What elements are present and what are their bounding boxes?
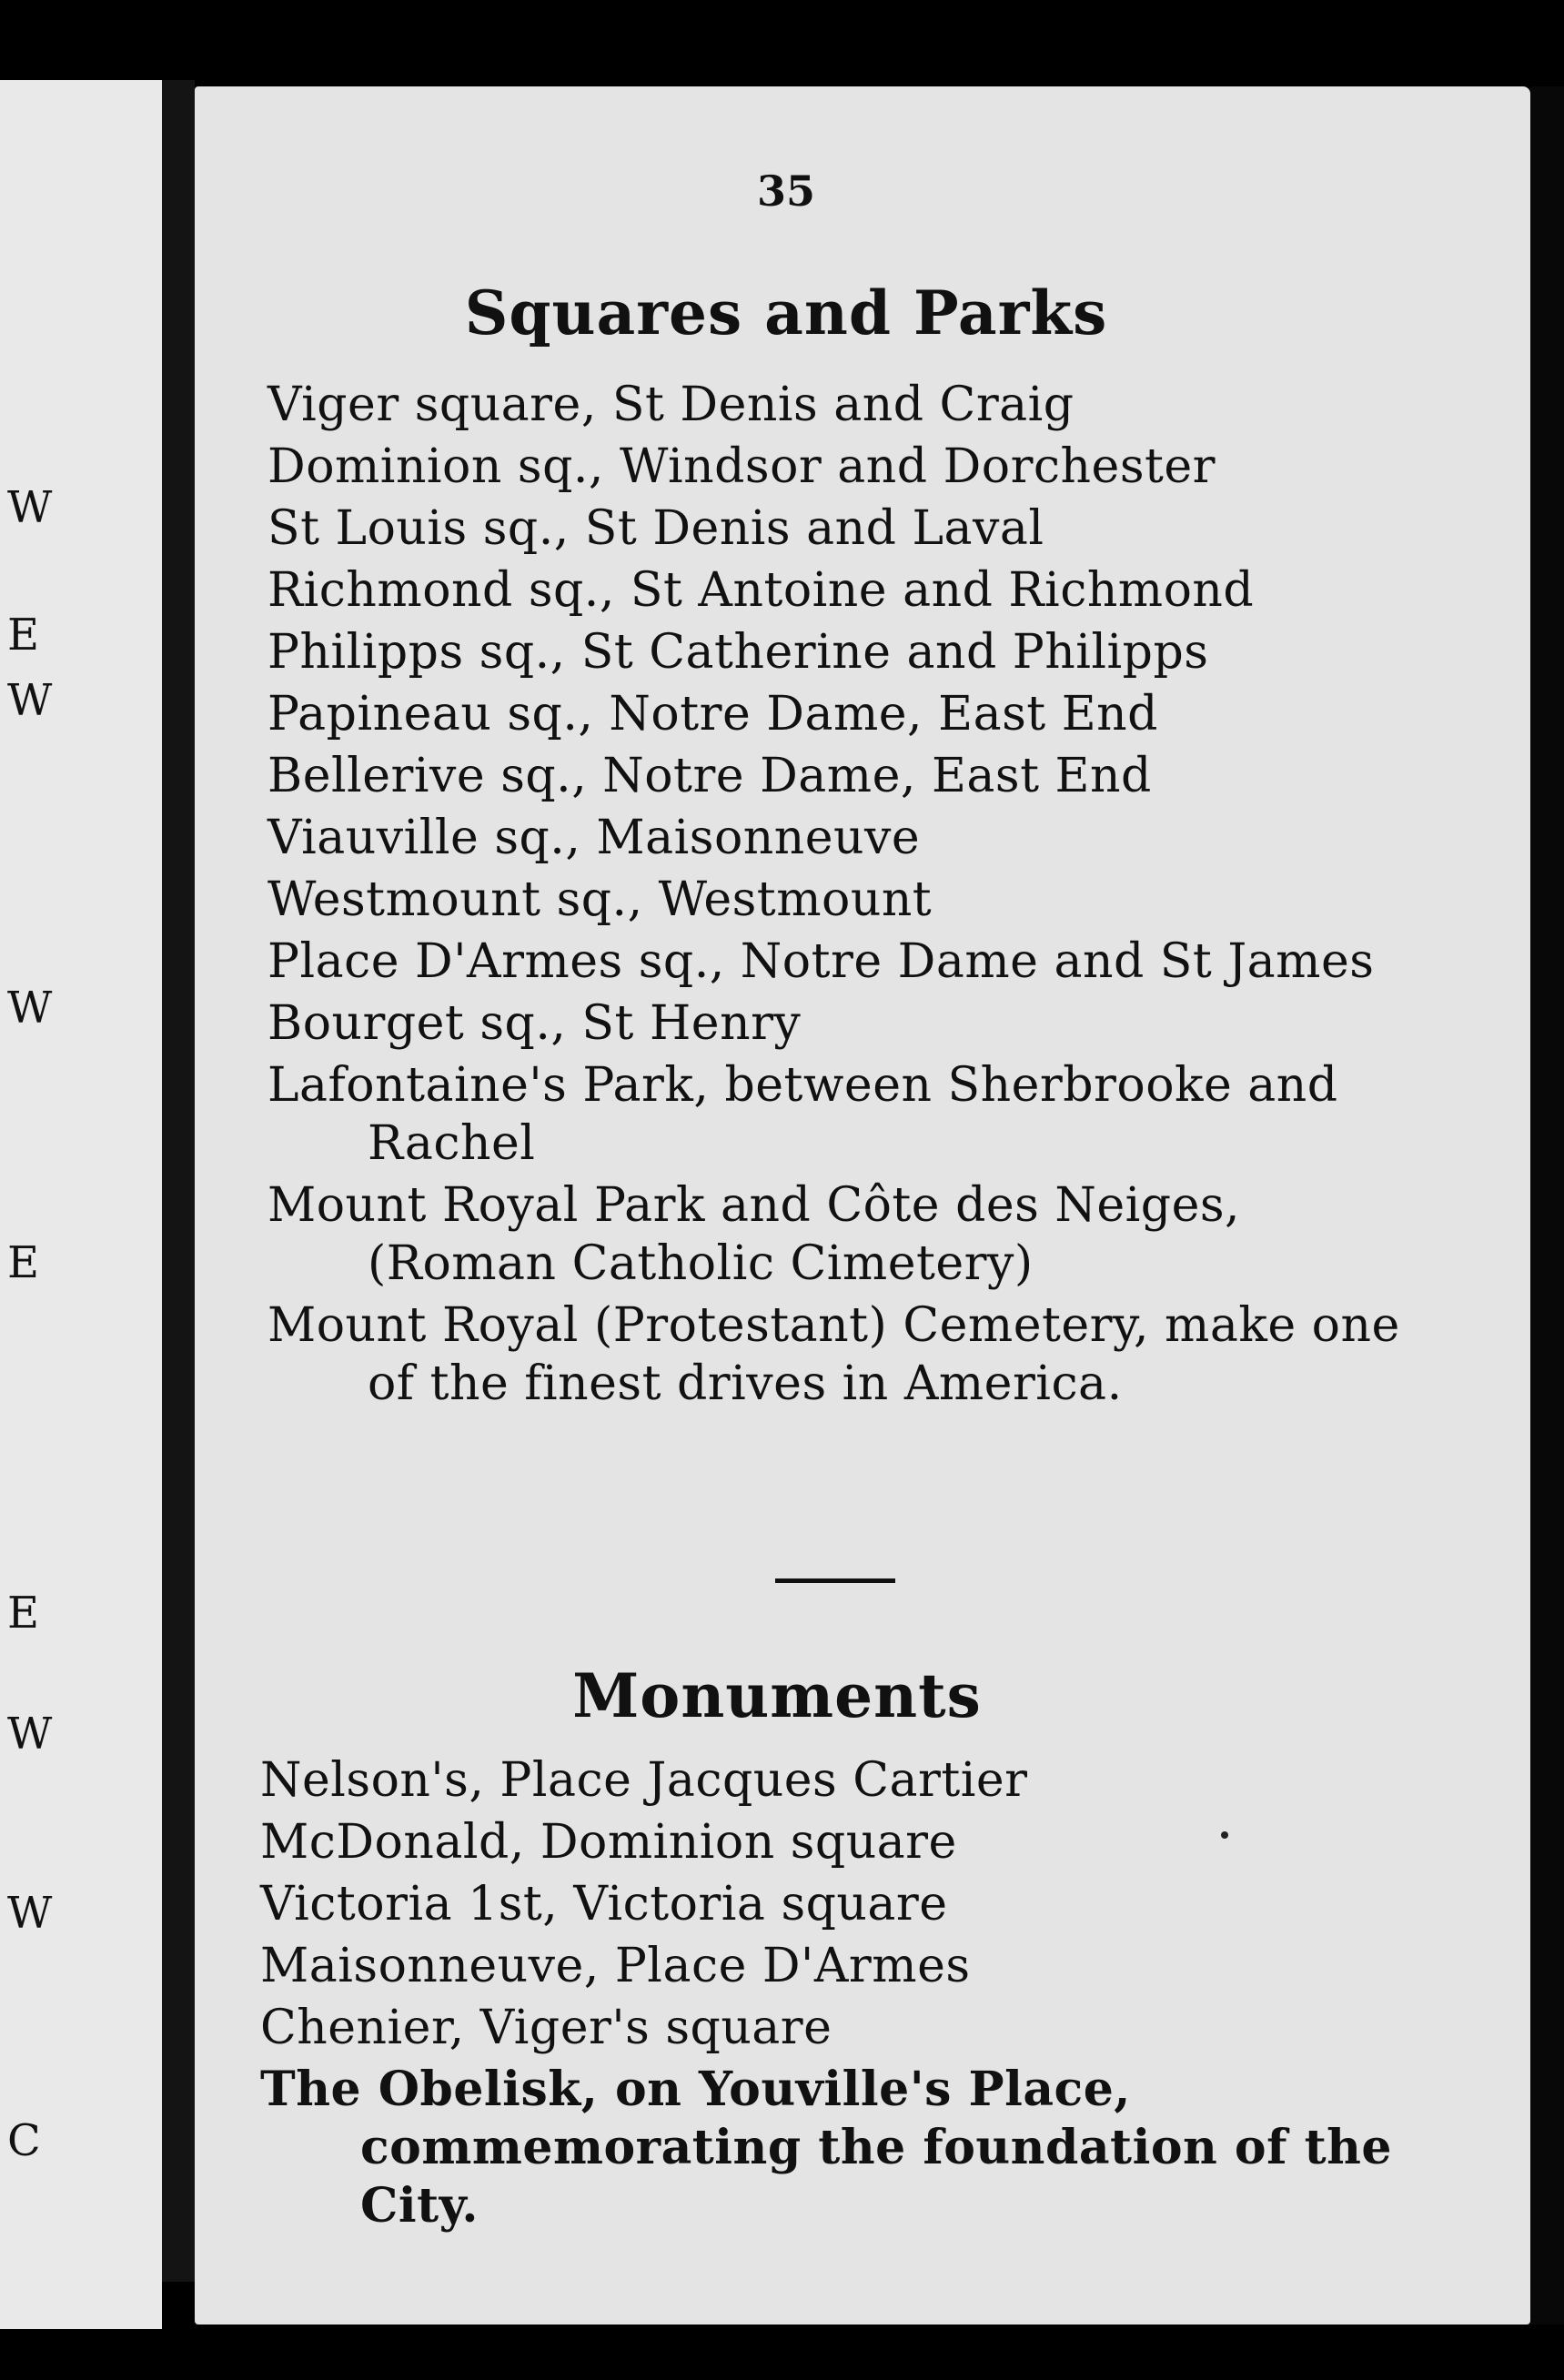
list-item: Nelson's, Place Jacques Cartier bbox=[260, 1753, 1028, 1808]
list-item: Chenier, Viger's square bbox=[260, 2001, 832, 2055]
page-number: 35 bbox=[756, 166, 815, 216]
list-item: Mount Royal Park and Côte des Neiges, (Roman Catholic Cimetery) bbox=[267, 1178, 1241, 1291]
list-item: Place D'Armes sq., Notre Dame and St James bbox=[267, 934, 1375, 989]
list-item: Papineau sq., Notre Dame, East End bbox=[267, 687, 1158, 741]
list-item: Victoria 1st, Victoria square bbox=[260, 1877, 948, 1931]
list-item: Richmond sq., St Antoine and Richmond bbox=[267, 563, 1255, 618]
list-item: Dominion sq., Windsor and Dorchester bbox=[267, 439, 1216, 494]
previous-page-letter: E bbox=[7, 1588, 42, 1639]
list-item: Mount Royal (Protestant) Cemetery, make one of the finest drives in America. bbox=[267, 1298, 1400, 1411]
list-item: Philipps sq., St Catherine and Philipps bbox=[267, 625, 1209, 680]
list-item: Maisonneuve, Place D'Armes bbox=[260, 1939, 971, 1993]
list-item: McDonald, Dominion square bbox=[260, 1815, 957, 1870]
list-item: Bourget sq., St Henry bbox=[267, 996, 802, 1051]
previous-page-letter: E bbox=[7, 1237, 42, 1288]
list-item: Viauville sq., Maisonneuve bbox=[267, 811, 921, 865]
previous-page-letter: W bbox=[7, 482, 55, 533]
list-item: Bellerive sq., Notre Dame, East End bbox=[267, 749, 1152, 803]
monuments-heading: Monuments bbox=[572, 1660, 982, 1731]
squares-and-parks-list bbox=[267, 376, 1441, 1417]
previous-page-edge bbox=[0, 80, 162, 2329]
previous-page-letter: W bbox=[7, 1888, 55, 1939]
book-spine-shadow bbox=[162, 80, 195, 2282]
squares-and-parks-heading: Squares and Parks bbox=[464, 277, 1108, 348]
previous-page-letter: W bbox=[7, 983, 55, 1034]
list-item: Viger square, St Denis and Craig bbox=[267, 378, 1075, 432]
scan-border-right bbox=[1530, 86, 1564, 2325]
book-page bbox=[195, 86, 1530, 2325]
section-divider bbox=[775, 1578, 895, 1583]
ink-speck bbox=[1221, 1831, 1228, 1839]
monuments-list bbox=[260, 1751, 1434, 2239]
previous-page-letter: C bbox=[7, 2115, 43, 2166]
previous-page-letter: W bbox=[7, 1709, 55, 1760]
list-item: Westmount sq., Westmount bbox=[267, 872, 933, 927]
previous-page-letter: E bbox=[7, 610, 42, 661]
list-item: The Obelisk, on Youville's Place, commemorating the foundation of the City. bbox=[260, 2062, 1392, 2234]
previous-page-letter: W bbox=[7, 675, 55, 726]
list-item: Lafontaine's Park, between Sherbrooke and Rachel bbox=[267, 1058, 1338, 1171]
list-item: St Louis sq., St Denis and Laval bbox=[267, 501, 1044, 556]
